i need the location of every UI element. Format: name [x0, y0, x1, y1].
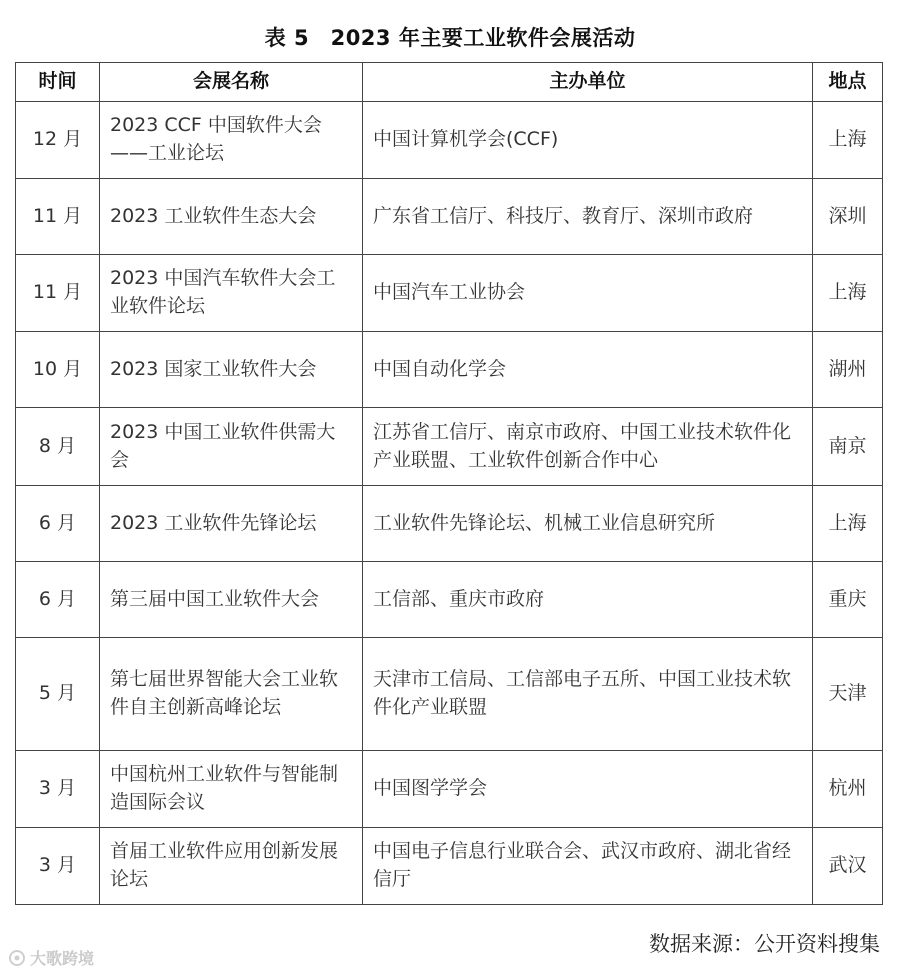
cell-place: 上海 [813, 486, 883, 562]
cell-name: 2023 中国汽车软件大会工业软件论坛 [100, 255, 363, 332]
cell-name: 2023 工业软件生态大会 [100, 179, 363, 255]
cell-place: 上海 [813, 255, 883, 332]
table-row [16, 332, 883, 408]
cell-place: 天津 [813, 638, 883, 751]
cell-place: 南京 [813, 408, 883, 486]
cell-organizer: 广东省工信厅、科技厅、教育厅、深圳市政府 [363, 179, 813, 255]
cell-organizer: 中国汽车工业协会 [363, 255, 813, 332]
watermark [8, 946, 94, 969]
header-time: 时间 [16, 63, 100, 102]
cell-time: 6 月 [16, 562, 100, 638]
events-table [15, 62, 883, 905]
cell-organizer: 天津市工信局、工信部电子五所、中国工业技术软件化产业联盟 [363, 638, 813, 751]
table-row [16, 828, 883, 905]
cell-name: 首届工业软件应用创新发展论坛 [100, 828, 363, 905]
cell-organizer: 中国自动化学会 [363, 332, 813, 408]
cell-place: 武汉 [813, 828, 883, 905]
cell-time: 11 月 [16, 255, 100, 332]
cell-organizer: 江苏省工信厅、南京市政府、中国工业技术软件化产业联盟、工业软件创新合作中心 [363, 408, 813, 486]
table-row [16, 179, 883, 255]
cell-name: 第七届世界智能大会工业软件自主创新高峰论坛 [100, 638, 363, 751]
cell-time: 8 月 [16, 408, 100, 486]
cell-time: 5 月 [16, 638, 100, 751]
cell-name: 2023 工业软件先锋论坛 [100, 486, 363, 562]
cell-time: 3 月 [16, 828, 100, 905]
cell-name: 中国杭州工业软件与智能制造国际会议 [100, 751, 363, 828]
cell-place: 杭州 [813, 751, 883, 828]
cell-organizer: 工业软件先锋论坛、机械工业信息研究所 [363, 486, 813, 562]
cell-name: 2023 CCF 中国软件大会——工业论坛 [100, 102, 363, 179]
cell-name: 2023 中国工业软件供需大会 [100, 408, 363, 486]
cell-time: 11 月 [16, 179, 100, 255]
cell-time: 10 月 [16, 332, 100, 408]
cell-organizer: 中国计算机学会(CCF) [363, 102, 813, 179]
cell-place: 湖州 [813, 332, 883, 408]
table-row [16, 255, 883, 332]
table-row [16, 102, 883, 179]
header-organizer: 主办单位 [363, 63, 813, 102]
header-place: 地点 [813, 63, 883, 102]
watermark-logo-icon [8, 949, 26, 967]
cell-time: 12 月 [16, 102, 100, 179]
cell-place: 深圳 [813, 179, 883, 255]
cell-place: 上海 [813, 102, 883, 179]
table-row [16, 562, 883, 638]
cell-place: 重庆 [813, 562, 883, 638]
source-note: 数据来源：公开资料搜集 [649, 932, 880, 956]
table-row [16, 751, 883, 828]
table-row [16, 638, 883, 751]
cell-name: 2023 国家工业软件大会 [100, 332, 363, 408]
watermark-text: 大歌跨境 [30, 949, 95, 968]
cell-name: 第三届中国工业软件大会 [100, 562, 363, 638]
cell-time: 3 月 [16, 751, 100, 828]
table-title: 表 5 2023 年主要工业软件会展活动 [264, 26, 636, 50]
cell-time: 6 月 [16, 486, 100, 562]
header-name: 会展名称 [100, 63, 363, 102]
table-row [16, 408, 883, 486]
cell-organizer: 中国电子信息行业联合会、武汉市政府、湖北省经信厅 [363, 828, 813, 905]
cell-organizer: 中国图学学会 [363, 751, 813, 828]
header-row [16, 63, 883, 102]
cell-organizer: 工信部、重庆市政府 [363, 562, 813, 638]
table-row [16, 486, 883, 562]
